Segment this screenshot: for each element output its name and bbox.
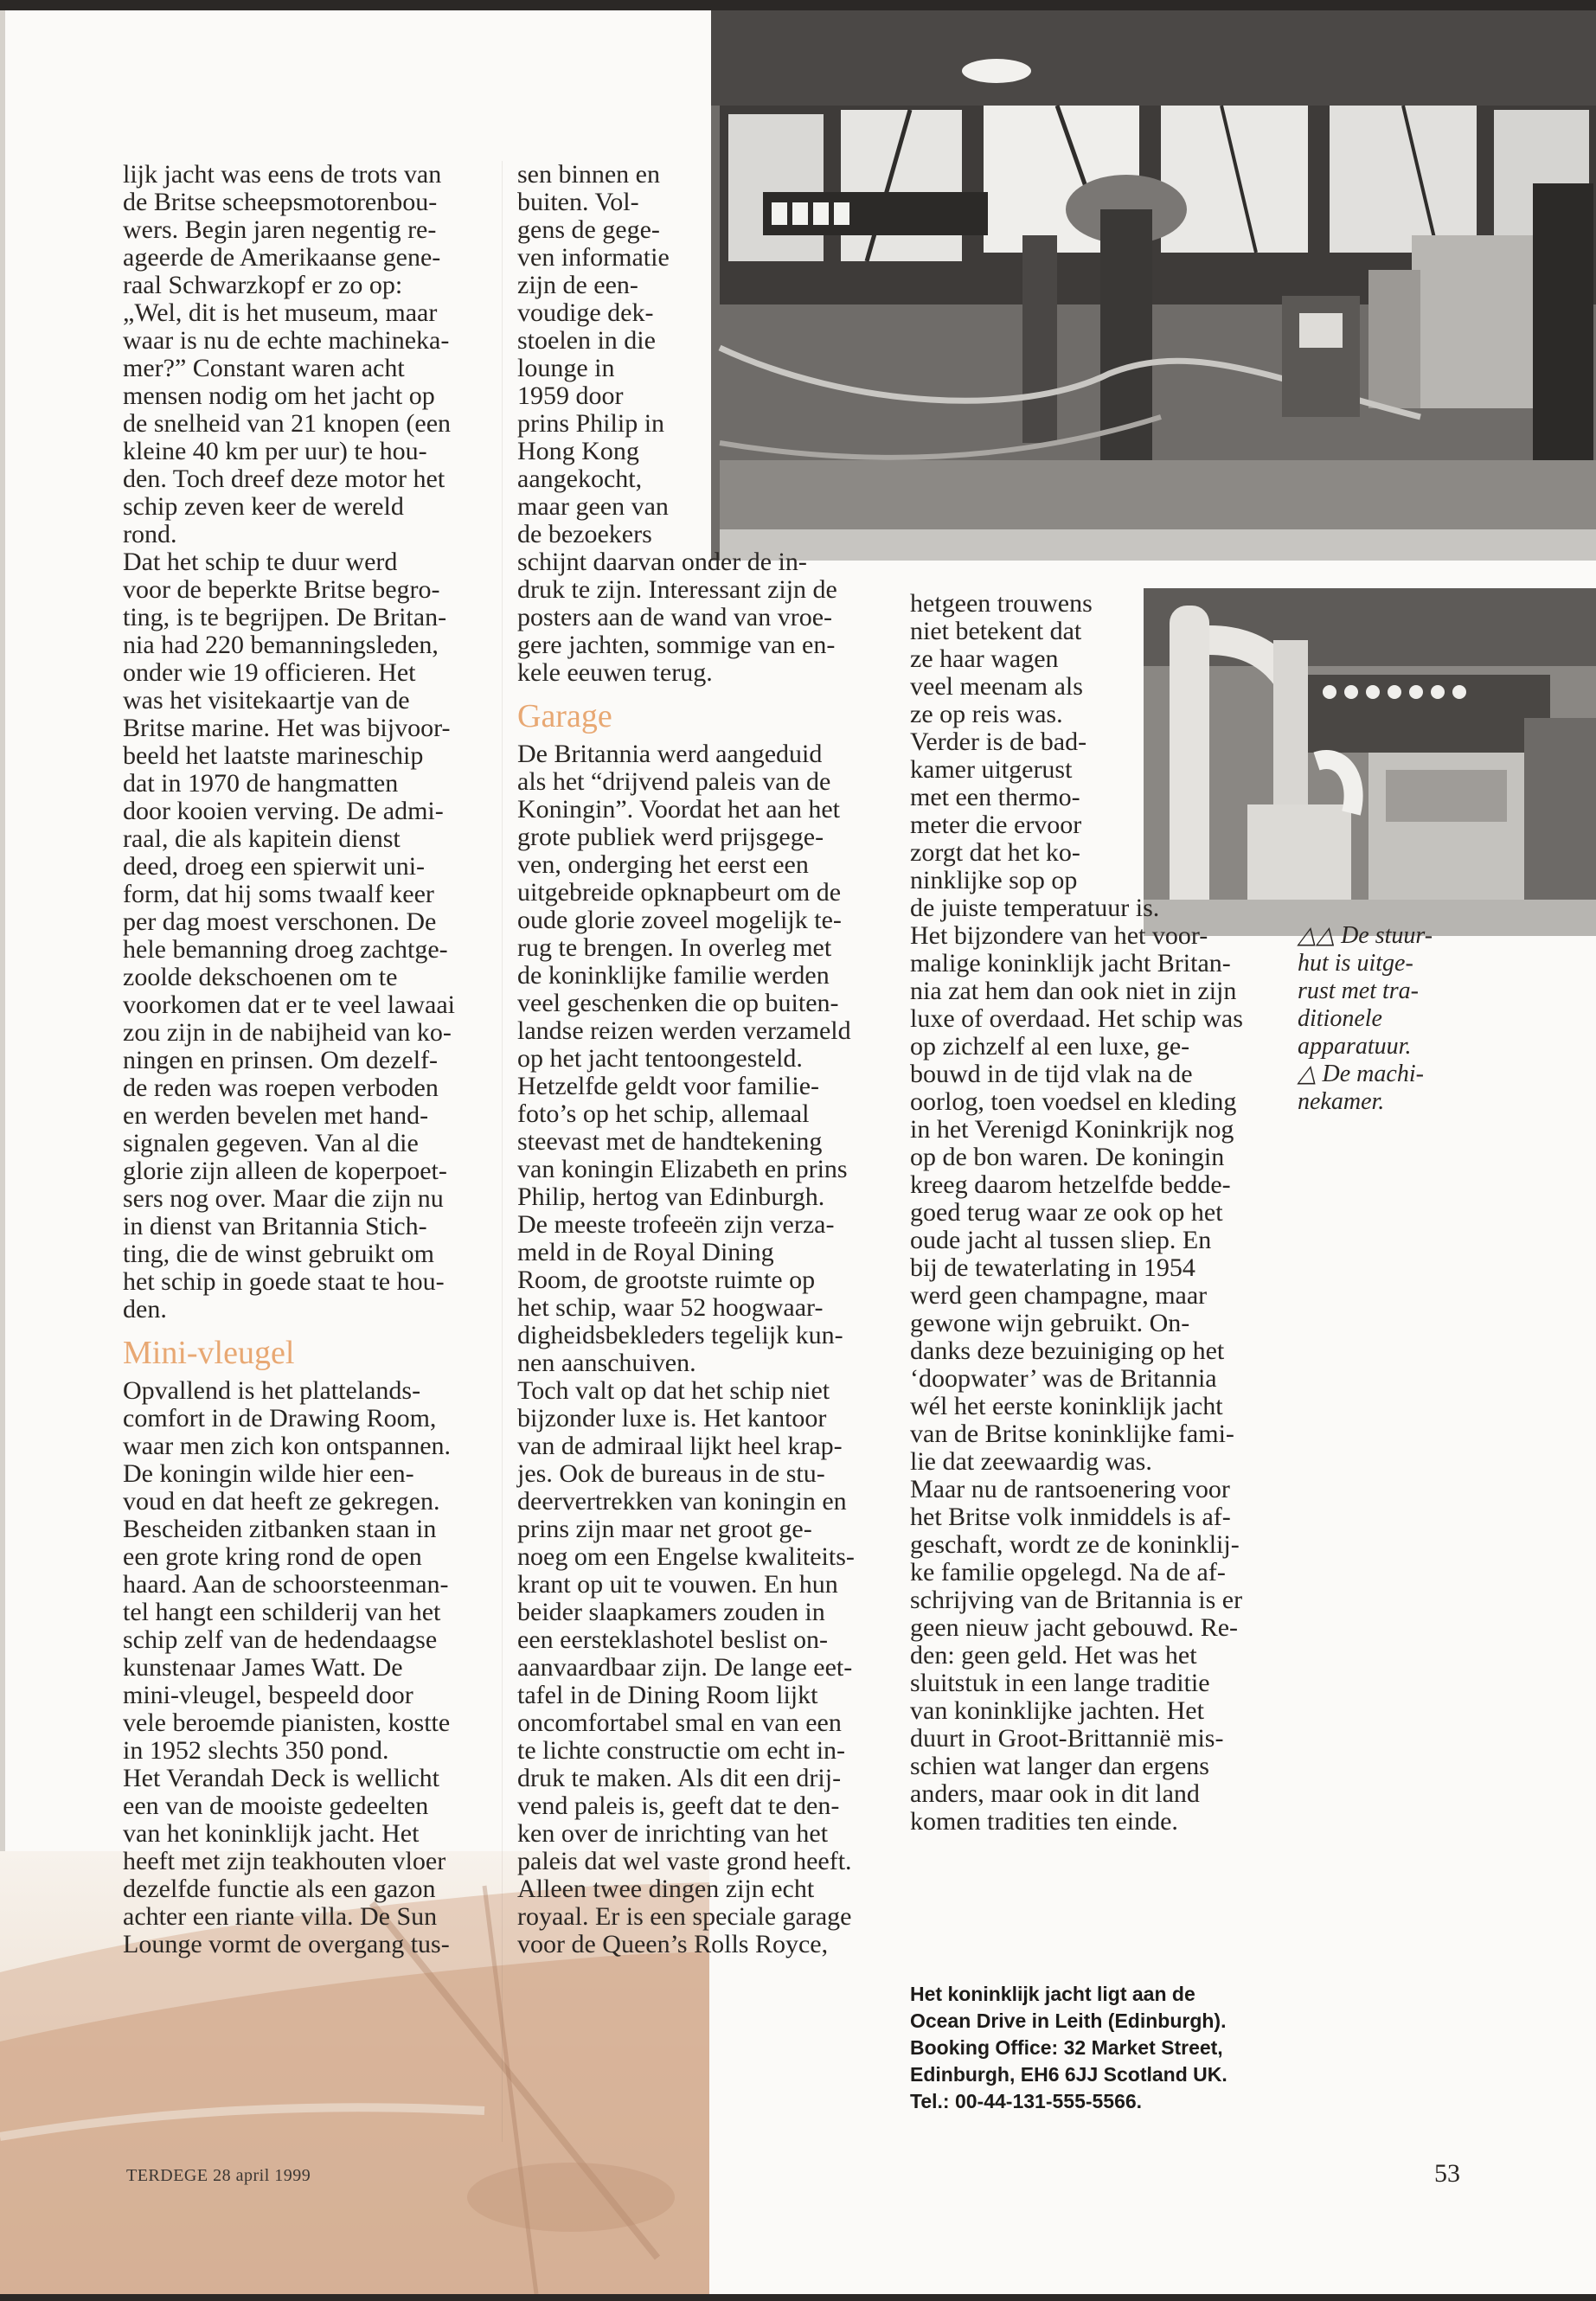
info-line: Ocean Drive in Leith (Edinburgh). <box>910 2009 1227 2032</box>
text-line: de snelheid van 21 knopen (een <box>123 409 452 438</box>
text-line: ageerde de Amerikaanse gene- <box>123 243 441 272</box>
text-line: voorkomen dat er te veel lawaai <box>123 990 455 1019</box>
text-line: 1959 door <box>517 381 624 410</box>
text-line: den: geen geld. Het was het <box>910 1641 1197 1670</box>
text-line: en werden bevelen met hand- <box>123 1101 429 1130</box>
text-line: De meeste trofeeën zijn verza- <box>517 1210 835 1239</box>
text-line: Hetzelfde geldt voor familie- <box>517 1072 820 1100</box>
text-line: zijn de een- <box>517 271 638 299</box>
text-line: danks deze bezuiniging op het <box>910 1336 1225 1365</box>
text-line: beider slaapkamers zouden in <box>517 1598 825 1626</box>
text-line: mer?” Constant waren acht <box>123 354 405 382</box>
publication-footer: TERDEGE 28 april 1999 <box>126 2166 311 2185</box>
article-column-2 <box>517 161 881 1958</box>
info-line: Het koninklijk jacht ligt aan de <box>910 1983 1195 2005</box>
text-line: posters aan de wand van vroe- <box>517 603 833 631</box>
text-line: in dienst van Britannia Stich- <box>123 1212 427 1240</box>
text-line: zorgt dat het ko- <box>910 838 1080 867</box>
page-number: 53 <box>1434 2159 1460 2188</box>
text-line: noeg om een Engelse kwaliteits- <box>517 1542 855 1571</box>
text-line: ningen en prinsen. Om dezelf- <box>123 1046 439 1074</box>
text-line: niet betekent dat <box>910 617 1082 645</box>
text-line: het Britse volk inmiddels is af- <box>910 1503 1231 1531</box>
column-1-paragraphs <box>123 161 486 1324</box>
text-line: te lichte constructie om echt in- <box>517 1736 846 1765</box>
text-line: veel geschenken die op buiten- <box>517 989 839 1017</box>
section-heading-garage: Garage <box>517 698 612 734</box>
text-line: mensen nodig om het jacht op <box>123 381 435 410</box>
text-line: duurt in Groot-Brittannië mis- <box>910 1724 1224 1753</box>
text-line: ken over de inrichting van het <box>517 1819 829 1848</box>
text-line: Bescheiden zitbanken staan in <box>123 1515 437 1543</box>
text-line: wél het eerste koninklijk jacht <box>910 1392 1223 1420</box>
text-line: geen nieuw jacht gebouwd. Re- <box>910 1613 1239 1642</box>
text-line: ze haar wagen <box>910 644 1059 673</box>
text-line: gewone wijn gebruikt. On- <box>910 1309 1190 1337</box>
text-line: rond. <box>123 520 177 548</box>
text-line: stoelen in die <box>517 326 656 355</box>
text-line: op de bon waren. De koningin <box>910 1143 1225 1171</box>
text-line: form, dat hij soms twaalf keer <box>123 880 434 908</box>
text-line: Britse marine. Het was bijvoor- <box>123 714 451 742</box>
text-line: bouwd in de tijd vlak na de <box>910 1060 1193 1088</box>
text-line: Verder is de bad- <box>910 727 1087 756</box>
text-line: Alleen twee dingen zijn echt <box>517 1875 815 1903</box>
section-heading-mini-vleugel: Mini-vleugel <box>123 1335 295 1371</box>
text-line: tafel in de Dining Room lijkt <box>517 1681 818 1709</box>
text-line: jes. Ook de bureaus in de stu- <box>517 1459 825 1488</box>
text-line: druk te zijn. Interessant zijn de <box>517 575 837 604</box>
text-line: de koninklijke familie werden <box>517 961 830 990</box>
text-line: prins zijn maar net groot ge- <box>517 1515 812 1543</box>
caption-line: rust met tra- <box>1298 977 1419 1004</box>
text-line: raal, die als kapitein dienst <box>123 824 401 853</box>
text-line: onder wie 19 officieren. Het <box>123 658 416 687</box>
text-line: nia zat hem dan ook niet in zijn <box>910 977 1237 1005</box>
text-line: deed, droeg een spierwit uni- <box>123 852 426 881</box>
text-line: kele eeuwen terug. <box>517 658 713 687</box>
text-line: van de admiraal lijkt heel krap- <box>517 1432 843 1460</box>
text-line: gere jachten, sommige van en- <box>517 631 836 659</box>
text-line: een eersteklashotel beslist on- <box>517 1625 829 1654</box>
text-line: De Britannia werd aangeduid <box>517 740 823 768</box>
text-line: De koningin wilde hier een- <box>123 1459 414 1488</box>
caption-line: △ De machi- <box>1298 1061 1424 1087</box>
text-line: de Britse scheepsmotorenbou- <box>123 188 438 216</box>
text-line: uitgebreide opknapbeurt om de <box>517 878 842 907</box>
text-line: comfort in de Drawing Room, <box>123 1404 437 1433</box>
column-3-paragraphs <box>910 590 1273 1836</box>
text-line: ven, onderging het eerst een <box>517 850 809 879</box>
text-line: op het jacht tentoongesteld. <box>517 1044 803 1073</box>
text-line: per dag moest verschonen. De <box>123 907 437 936</box>
text-line: Philip, hertog van Edinburgh. <box>517 1183 825 1211</box>
text-line: Opvallend is het plattelands- <box>123 1376 421 1405</box>
text-line: schrijving van de Britannia is er <box>910 1586 1243 1614</box>
text-line: een grote kring rond de open <box>123 1542 422 1571</box>
text-line: grote publiek werd prijsgege- <box>517 823 824 851</box>
text-line: ke familie opgelegd. Na de af- <box>910 1558 1226 1586</box>
text-line: meld in de Royal Dining <box>517 1238 774 1266</box>
text-line: den. Toch dreef deze motor het <box>123 465 445 493</box>
text-line: ninklijke sop op <box>910 866 1078 894</box>
text-line: waar men zich kon ontspannen. <box>123 1432 452 1460</box>
text-line: ven informatie <box>517 243 670 272</box>
text-line: krant op uit te vouwen. En hun <box>517 1570 838 1599</box>
caption-line: hut is uitge- <box>1298 950 1413 977</box>
text-line: in 1952 slechts 350 pond. <box>123 1736 389 1765</box>
text-line: nen aanschuiven. <box>517 1349 696 1377</box>
caption-line: ditionele <box>1298 1005 1382 1032</box>
text-line: schijnt daarvan onder de in- <box>517 548 807 576</box>
text-line: de juiste temperatuur is. <box>910 894 1160 922</box>
text-line: den. <box>123 1295 167 1324</box>
text-line: lie dat zeewaardig was. <box>910 1447 1152 1476</box>
text-line: wers. Begin jaren negentig re- <box>123 215 437 244</box>
text-line: de bezoekers <box>517 520 652 548</box>
text-line: kamer uitgerust <box>910 755 1073 784</box>
text-line: lijk jacht was eens de trots van <box>123 160 442 189</box>
text-line: raal Schwarzkopf er zo op: <box>123 271 403 299</box>
text-line: werd geen champagne, maar <box>910 1281 1208 1310</box>
text-line: van koninklijke jachten. Het <box>910 1696 1204 1725</box>
text-line: beeld het laatste marineschip <box>123 741 424 770</box>
text-line: vend paleis is, geeft dat te den- <box>517 1791 840 1820</box>
text-line: rug te brengen. In overleg met <box>517 933 832 962</box>
column-1-paragraphs-after <box>123 1377 486 1958</box>
text-line: hele bemanning droeg zachtge- <box>123 935 448 964</box>
text-line: aanvaardbaar zijn. De lange eet- <box>517 1653 853 1682</box>
text-line: ting, is te begrijpen. De Britan- <box>123 603 447 631</box>
text-line: achter een riante villa. De Sun <box>123 1902 438 1931</box>
info-line: Booking Office: 32 Market Street, <box>910 2036 1223 2059</box>
text-line: komen tradities ten einde. <box>910 1807 1178 1836</box>
text-line: Lounge vormt de overgang tus- <box>123 1930 450 1958</box>
text-line: haard. Aan de schoorsteenman- <box>123 1570 449 1599</box>
text-line: schien wat langer dan ergens <box>910 1752 1209 1780</box>
article-column-3 <box>910 590 1273 1836</box>
text-line: sen binnen en <box>517 160 660 189</box>
info-line: Edinburgh, EH6 6JJ Scotland UK. <box>910 2063 1227 2086</box>
text-line: ze op reis was. <box>910 700 1063 728</box>
text-line: buiten. Vol- <box>517 188 639 216</box>
text-line: Room, de grootste ruimte op <box>517 1266 816 1294</box>
caption-line: △△ De stuur- <box>1298 922 1433 949</box>
caption-line: nekamer. <box>1298 1088 1385 1115</box>
scan-border-top <box>0 0 1596 10</box>
text-line: gens de gege- <box>517 215 660 244</box>
text-line: „Wel, dit is het museum, maar <box>123 298 438 327</box>
text-line: Toch valt op dat het schip niet <box>517 1376 830 1405</box>
text-line: Het Verandah Deck is wellicht <box>123 1764 439 1792</box>
text-line: oncomfortabel smal en van een <box>517 1708 842 1737</box>
text-line: op zichzelf al een luxe, ge- <box>910 1032 1190 1061</box>
text-line: kreeg daarom hetzelfde bedde- <box>910 1170 1231 1199</box>
text-line: van koningin Elizabeth en prins <box>517 1155 848 1183</box>
text-line: met een thermo- <box>910 783 1080 811</box>
article-column-1 <box>123 161 486 1958</box>
text-line: malige koninklijk jacht Britan- <box>910 949 1231 977</box>
text-line: in het Verenigd Koninkrijk nog <box>910 1115 1234 1144</box>
text-line: foto’s op het schip, allemaal <box>517 1099 810 1128</box>
text-line: hetgeen trouwens <box>910 589 1093 618</box>
text-line: dezelfde functie als een gazon <box>123 1875 436 1903</box>
text-line: anders, maar ook in dit land <box>910 1779 1200 1808</box>
text-line: van de Britse koninklijke fami- <box>910 1420 1234 1448</box>
text-line: Koningin”. Voordat het aan het <box>517 795 840 824</box>
text-line: veel meenam als <box>910 672 1083 701</box>
text-line: zoolde dekschoenen om te <box>123 963 398 991</box>
text-line: glorie zijn alleen de koperpoet- <box>123 1157 447 1185</box>
text-line: het schip in goede staat te hou- <box>123 1267 445 1296</box>
text-line: voudige dek- <box>517 298 654 327</box>
text-line: een van de mooiste gedeelten <box>123 1791 429 1820</box>
text-line: signalen gegeven. Van al die <box>123 1129 419 1157</box>
text-line: steevast met de handtekening <box>517 1127 823 1156</box>
text-line: dat in 1970 de hangmatten <box>123 769 399 798</box>
text-line: ‘doopwater’ was de Britannia <box>910 1364 1217 1393</box>
text-line: bij de tewaterlating in 1954 <box>910 1253 1195 1282</box>
text-line: paleis dat wel vaste grond heeft. <box>517 1847 852 1875</box>
text-line: heeft met zijn teakhouten vloer <box>123 1847 446 1875</box>
text-line: schip zeven keer de wereld <box>123 492 404 521</box>
column-2-paragraphs <box>517 161 881 687</box>
column-divider <box>502 161 503 2142</box>
text-line: royaal. Er is een speciale garage <box>517 1902 852 1931</box>
text-line: nia had 220 bemanningsleden, <box>123 631 439 659</box>
text-line: zou zijn in de nabijheid van ko- <box>123 1018 452 1047</box>
text-line: door kooien verving. De admi- <box>123 797 444 825</box>
text-line: voud en dat heeft ze gekregen. <box>123 1487 440 1516</box>
text-line: bijzonder luxe is. Het kantoor <box>517 1404 827 1433</box>
text-line: het schip, waar 52 hoogwaar- <box>517 1293 824 1322</box>
text-line: meter die ervoor <box>910 811 1082 839</box>
text-line: digheidsbekleders tegelijk kun- <box>517 1321 843 1349</box>
text-line: Dat het schip te duur werd <box>123 548 398 576</box>
text-line: druk te maken. Als dit een drij- <box>517 1764 842 1792</box>
text-line: geschaft, wordt ze de koninklij- <box>910 1530 1240 1559</box>
text-line: vele beroemde pianisten, kostte <box>123 1708 451 1737</box>
column-2-paragraphs-after <box>517 740 881 1958</box>
text-line: oorlog, toen voedsel en kleding <box>910 1087 1237 1116</box>
text-line: aangekocht, <box>517 465 643 493</box>
text-line: goed terug waar ze ook op het <box>910 1198 1223 1227</box>
text-line: oude jacht al tussen sliep. En <box>910 1226 1212 1254</box>
text-line: maar geen van <box>517 492 669 521</box>
text-line: kleine 40 km per uur) te hou- <box>123 437 427 465</box>
text-line: mini-vleugel, bespeeld door <box>123 1681 413 1709</box>
text-line: de reden was roepen verboden <box>123 1074 439 1102</box>
text-line: voor de Queen’s Rolls Royce, <box>517 1930 829 1958</box>
photo-caption <box>1298 922 1522 1116</box>
text-line: als het “drijvend paleis van de <box>517 767 831 796</box>
text-line: Hong Kong <box>517 437 639 465</box>
text-line: Het bijzondere van het voor- <box>910 921 1208 950</box>
text-line: schip zelf van de hedendaagse <box>123 1625 438 1654</box>
text-line: sluitstuk in een lange traditie <box>910 1669 1210 1697</box>
text-line: oude glorie zoveel mogelijk te- <box>517 906 842 934</box>
text-line: kunstenaar James Watt. De <box>123 1653 403 1682</box>
text-line: landse reizen werden verzameld <box>517 1016 851 1045</box>
text-line: prins Philip in <box>517 409 665 438</box>
text-line: van het koninklijk jacht. Het <box>123 1819 420 1848</box>
text-line: sers nog over. Maar die zijn nu <box>123 1184 444 1213</box>
text-line: voor de beperkte Britse begro- <box>123 575 440 604</box>
text-line: deervertrekken van koningin en <box>517 1487 847 1516</box>
info-line: Tel.: 00-44-131-555-5566. <box>910 2090 1143 2112</box>
text-line: was het visitekaartje van de <box>123 686 410 715</box>
text-line: luxe of overdaad. Het schip was <box>910 1004 1243 1033</box>
text-line: ting, die de winst gebruikt om <box>123 1240 434 1268</box>
text-line: waar is nu de echte machineka- <box>123 326 450 355</box>
text-line: Maar nu de rantsoenering voor <box>910 1475 1230 1503</box>
text-line: lounge in <box>517 354 615 382</box>
caption-line: apparatuur. <box>1298 1033 1412 1060</box>
text-line: tel hangt een schilderij van het <box>123 1598 441 1626</box>
visitor-info-box <box>910 1981 1317 2115</box>
scan-border-bottom <box>0 2294 1596 2301</box>
